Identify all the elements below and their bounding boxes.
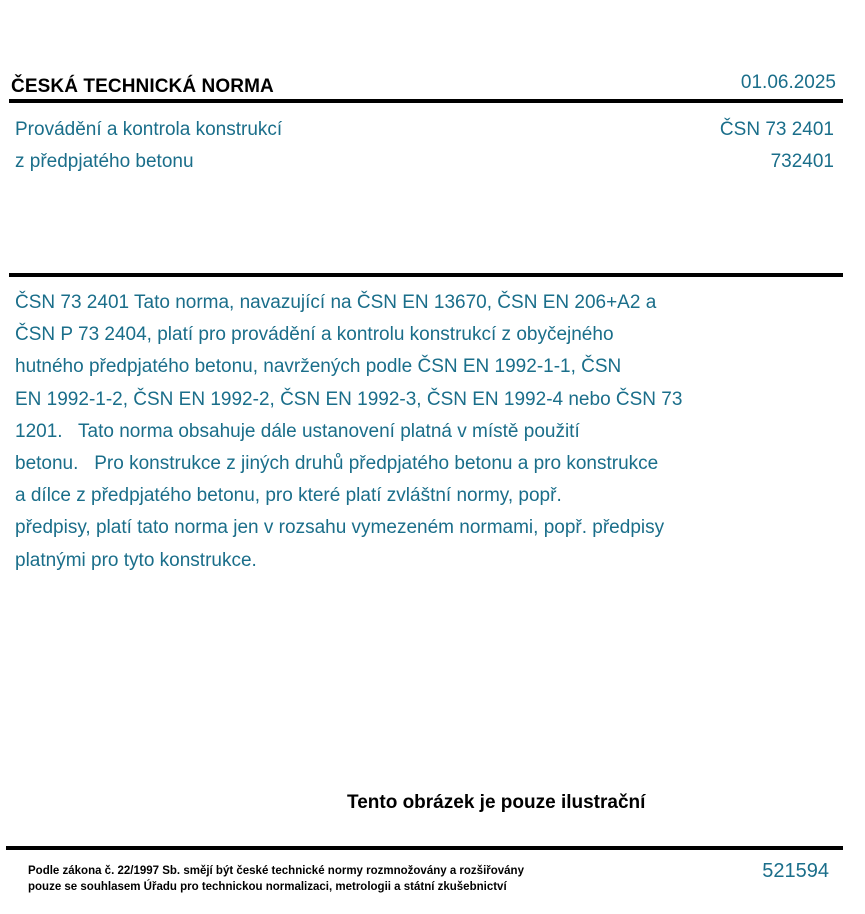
footer-divider (6, 846, 843, 850)
abstract-line: 1201. Tato norma obsahuje dále ustanovení platná v místě použití (15, 420, 580, 442)
document-type-title: ČESKÁ TECHNICKÁ NORMA (11, 76, 274, 97)
illustration-note: Tento obrázek je pouze ilustrační (347, 792, 646, 813)
copyright-notice (28, 863, 524, 895)
abstract-line: ČSN 73 2401 Tato norma, navazující na ČSN EN 13670, ČSN EN 206+A2 a (15, 292, 657, 313)
publication-date: 01.06.2025 (740, 72, 836, 93)
standard-identifiers (720, 114, 834, 178)
standard-name-line2: z předpjatého betonu (15, 151, 194, 172)
catalog-number: 521594 (762, 860, 829, 882)
abstract-line: předpisy, platí tato norma jen v rozsahu vymezeném normami, popř. předpisy (15, 517, 665, 539)
standard-name (15, 114, 282, 178)
abstract-line: betonu. Pro konstrukce z jiných druhů předpjatého betonu a pro konstrukce (15, 453, 659, 475)
standard-designation: ČSN 73 2401 (719, 119, 834, 140)
abstract-line: hutného předpjatého betonu, navržených podle ČSN EN 1992-1-1, ČSN (15, 356, 622, 378)
standard-name-line1: Provádění a kontrola konstrukcí (15, 119, 283, 140)
abstract-line: EN 1992-1-2, ČSN EN 1992-2, ČSN EN 1992-3, ČSN EN 1992-4 nebo ČSN 73 (15, 388, 683, 410)
abstract-line: a dílce z předpjatého betonu, pro které platí zvláštní normy, popř. (15, 485, 562, 507)
header-divider (9, 99, 843, 103)
abstract-line: platnými pro tyto konstrukce. (15, 549, 257, 571)
standard-class-number: 732401 (770, 151, 834, 172)
abstract-text (15, 287, 785, 577)
abstract-line: ČSN P 73 2404, platí pro provádění a kontrolu konstrukcí z obyčejného (15, 324, 614, 346)
copyright-line2: pouze se souhlasem Úřadu pro technickou normalizaci, metrologii a státní zkušebnictví (28, 881, 507, 893)
copyright-line1: Podle zákona č. 22/1997 Sb. smějí být české technické normy rozmnožovány a rozšiřovány (28, 865, 524, 877)
abstract-divider (9, 273, 843, 277)
